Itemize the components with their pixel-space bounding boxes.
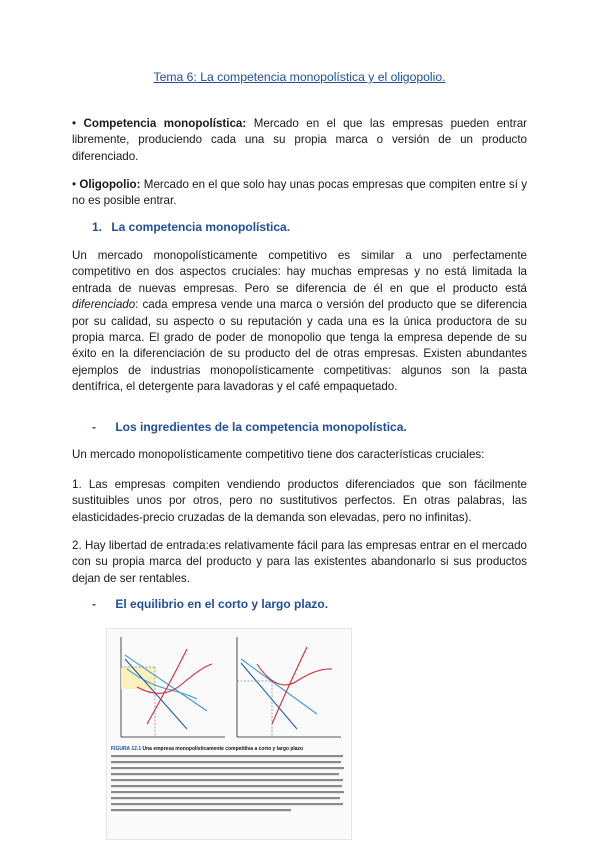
paragraph-emphasis: diferenciado: [72, 298, 136, 312]
definition-oligopoly: [72, 177, 527, 210]
page-title: Tema 6: La competencia monopolística y el oligopolio.: [153, 70, 446, 84]
section-label: La competencia monopolística.: [111, 220, 291, 234]
definition-text: Mercado en el que las empresas pueden entrar libremente, produciendo cada una su propia marca o versión de un producto diferenciado.: [72, 117, 527, 163]
term-monopolistic: Competencia monopolística:: [83, 117, 247, 130]
section-label: El equilibrio en el corto y largo plazo.: [115, 597, 329, 611]
bullet: •: [72, 178, 77, 191]
section-heading-1: [92, 220, 290, 234]
graph-short-run: [121, 637, 225, 737]
definition-monopolistic: [72, 116, 527, 165]
term-oligopoly: Oligopolio:: [79, 178, 141, 191]
section-number: 1.: [92, 220, 103, 234]
graph-long-run: [237, 637, 341, 737]
paragraph-point-2: 2. Hay libertad de entrada:es relativamente fácil para las empresas entrar en el mercado con su propia marca del producto y para las existentes abandonarlo si sus productos dejan de ser rentables.: [72, 539, 527, 585]
dash-marker: -: [92, 597, 96, 611]
paragraph-text: : cada empresa vende una marca o versión del producto que se diferencia por su calidad, su aspecto o su reputación y cada una es la única productora de su propia marca. El grado de poder de monopolio que tenga la empresa depende de su éxito en la diferenciación de su producto del de otras empresas. Existen abundantes ejemplos de industrias monopolísticamente competitivas: algunos son la pasta dentífrica, el detergente para lavadoras y el café empaquetado.: [72, 298, 527, 394]
section-heading-2: [92, 420, 407, 434]
figure-title: Una empresa monopolísticamente competitiva a corto y largo plazo: [142, 746, 304, 752]
bullet: •: [72, 117, 77, 130]
figure-monopolistic-equilibrium: [106, 628, 352, 840]
dash-marker: -: [92, 420, 96, 434]
figure-graphs: [107, 629, 351, 747]
figure-caption: [111, 746, 303, 752]
caption-text-lines: [111, 755, 345, 833]
paragraph-point-1: 1. Las empresas compiten vendiendo productos diferenciados que son fácilmente sustituibles unos por otros, pero no sustitutivos perfectos. En otras palabras, las elasticidades-precio cruzadas de la demanda son elevadas, pero no infinitas).: [72, 478, 527, 524]
section-heading-3: [92, 597, 328, 611]
paragraph-text: Un mercado monopolísticamente competitivo es similar a uno perfectamente competitivo en dos aspectos cruciales: hay muchas empresas y no está limitada la entrada de nuevas empresas. Pero se diferencia de él en que el producto está: [72, 249, 527, 295]
paragraph-intro: [72, 248, 527, 396]
paragraph-characteristics: Un mercado monopolísticamente competitivo tiene dos características cruciales:: [72, 448, 485, 461]
section-label: Los ingredientes de la competencia monopolística.: [115, 420, 407, 434]
figure-number: FIGURA 12.1: [111, 746, 142, 752]
definition-text: Mercado en el que solo hay unas pocas empresas que compiten entre sí y no es posible entrar.: [72, 178, 527, 208]
